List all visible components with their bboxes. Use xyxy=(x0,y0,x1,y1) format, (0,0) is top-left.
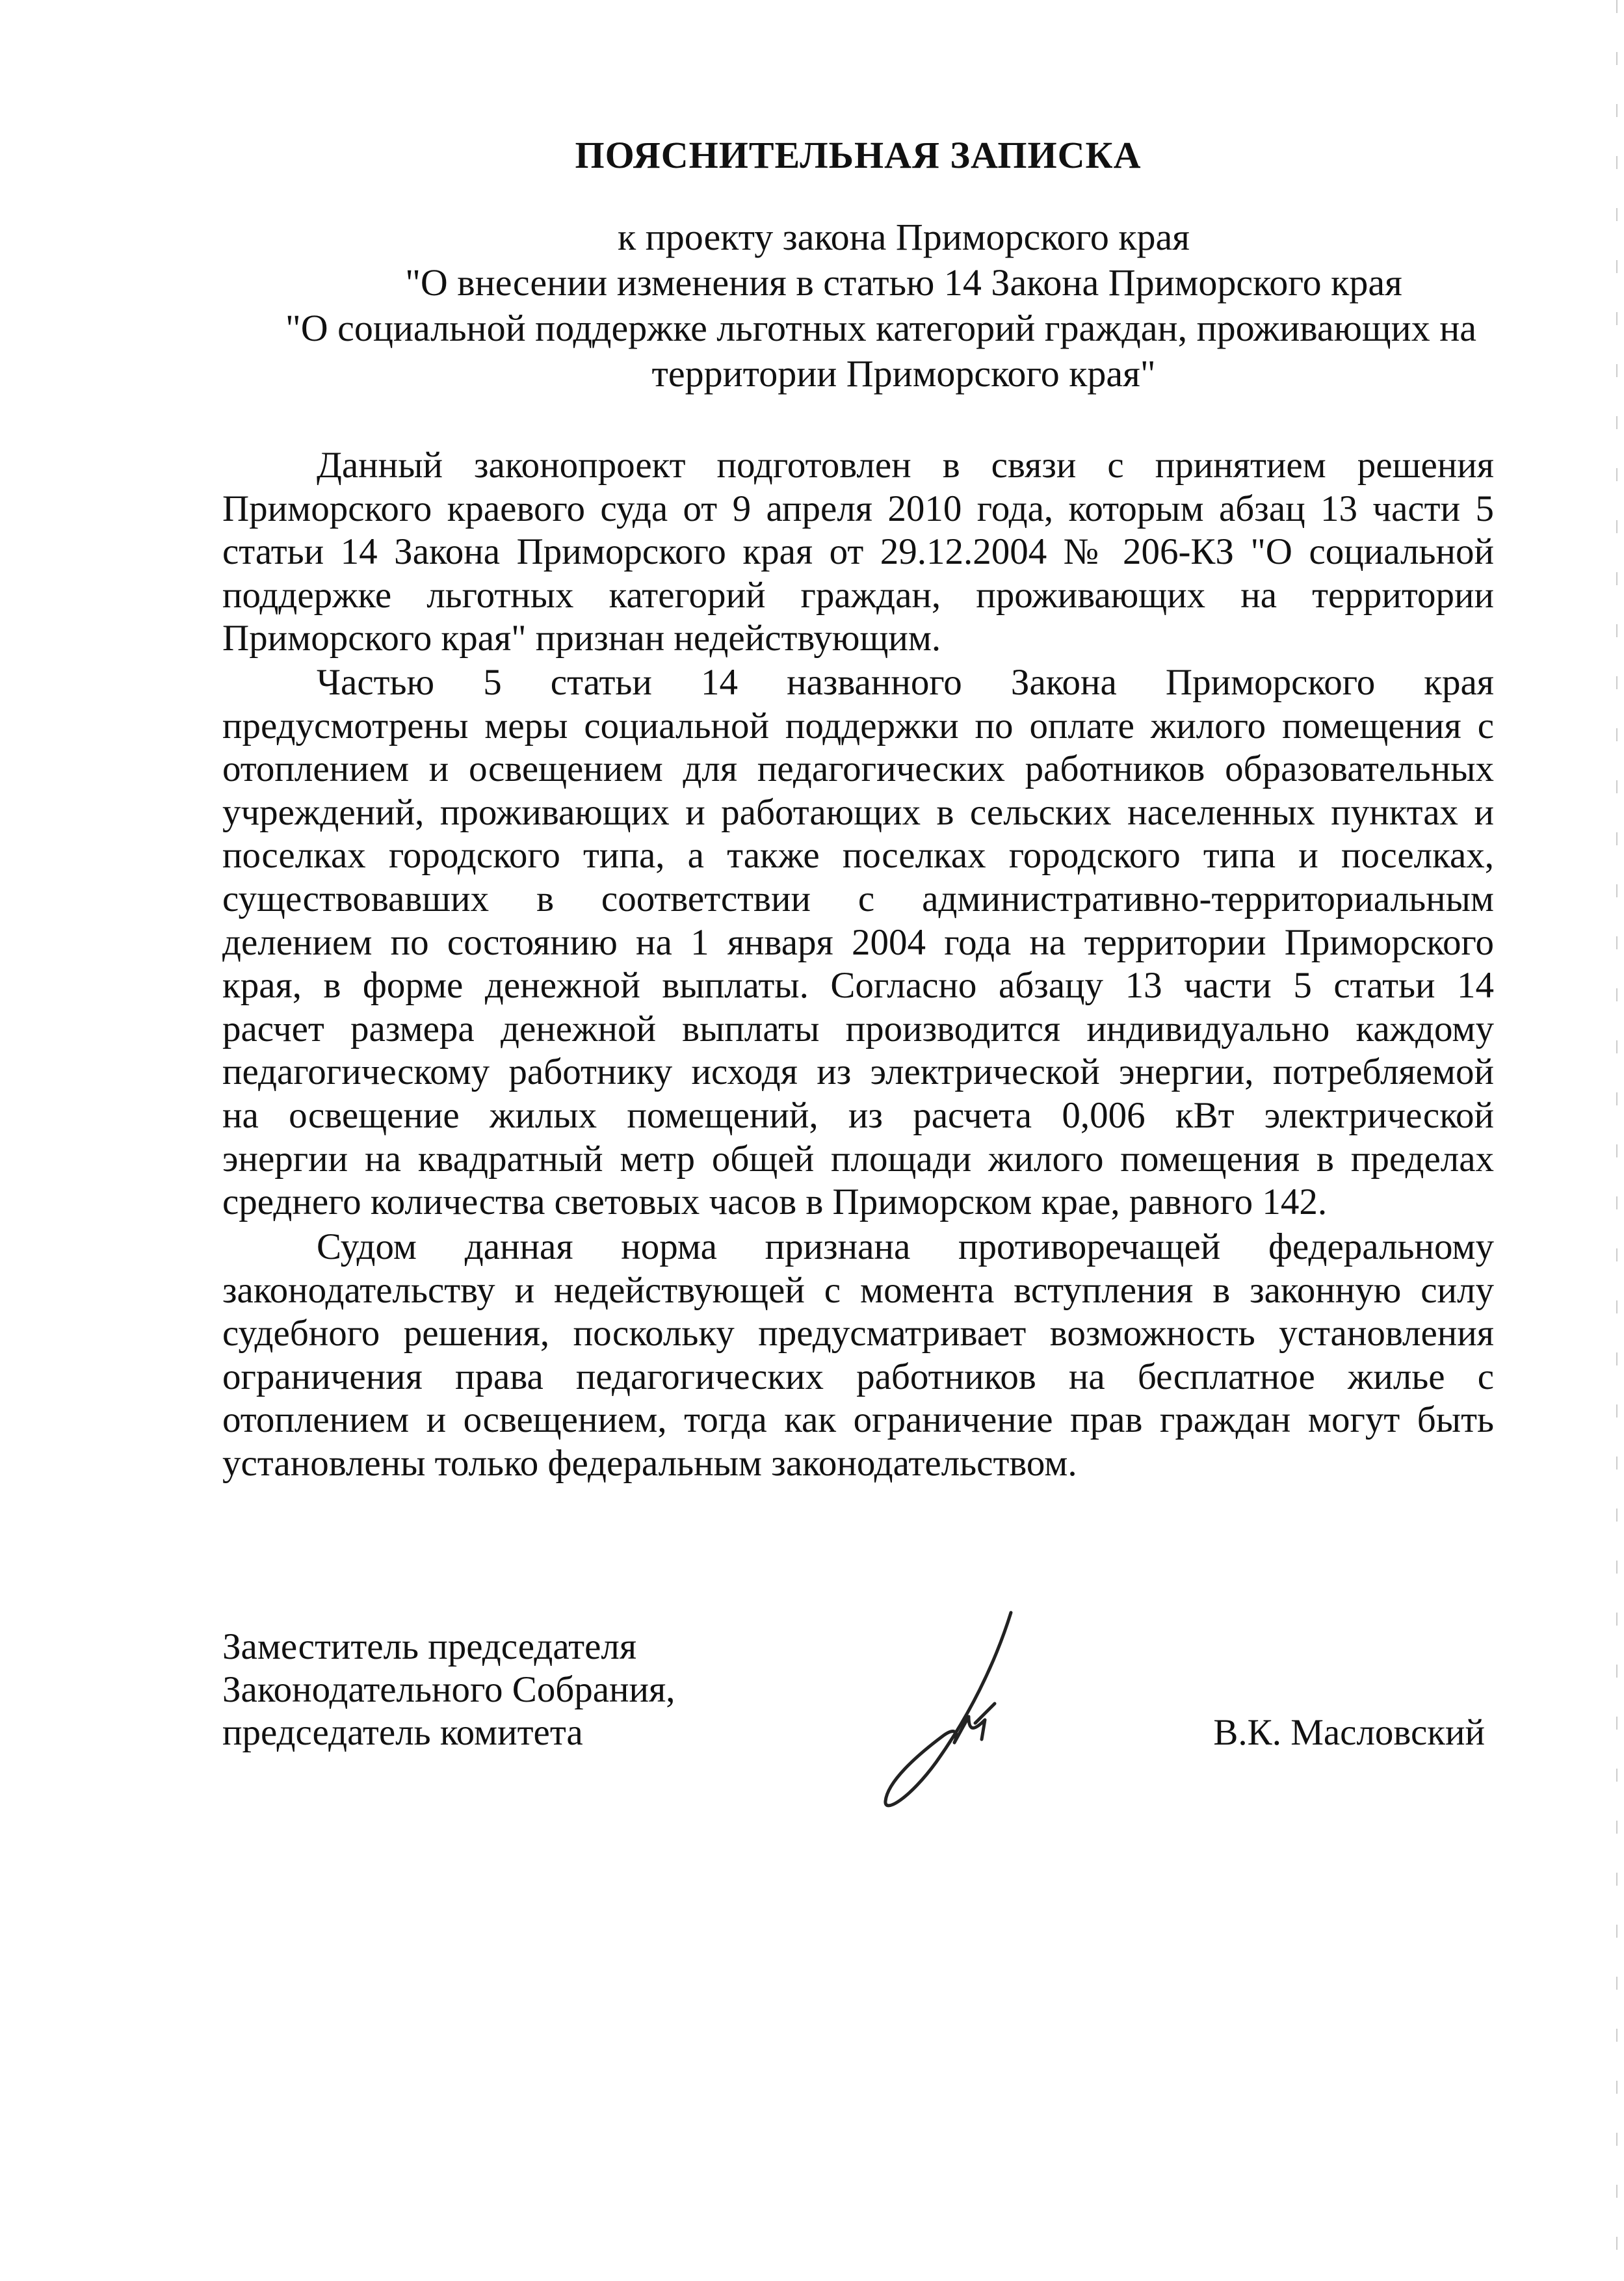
subtitle-line: "О социальной поддержке льготных категорий граждан, проживающих на xyxy=(285,307,1476,349)
text-line: Частью 5 статьи 14 названного Закона Приморского края xyxy=(317,662,1494,703)
text-line: расчет размера денежной выплаты производится индивидуально каждому xyxy=(222,1008,1494,1049)
subtitle-line: "О внесении изменения в статью 14 Закона Приморского края xyxy=(405,261,1402,304)
paragraph-1 xyxy=(222,444,1494,661)
signatory-position xyxy=(222,1626,675,1754)
text-line: статьи 14 Закона Приморского края от 29.12.2004 № 206-КЗ "О социальной xyxy=(222,531,1494,573)
text-line: учреждений, проживающих и работающих в сельских населенных пунктах и xyxy=(222,791,1494,833)
text-line: судебного решения, поскольку предусматривает возможность установления xyxy=(222,1313,1494,1354)
text-line: поселках городского типа, а также поселках городского типа и поселках, xyxy=(222,835,1494,877)
document-subtitle xyxy=(222,215,1494,397)
text-line: предусмотрены меры социальной поддержки по оплате жилого помещения с xyxy=(222,705,1494,746)
document-title: ПОЯСНИТЕЛЬНАЯ ЗАПИСКА xyxy=(575,134,1142,176)
text-line: среднего количества световых часов в Приморском крае, равного 142. xyxy=(222,1181,1328,1223)
subtitle-line: территории Приморского края" xyxy=(651,352,1156,395)
position-line: Законодательного Собрания, xyxy=(222,1669,675,1710)
signatory-name: В.К. Масловский xyxy=(1213,1712,1485,1753)
text-line: отоплением и освещением для педагогических работников образовательных xyxy=(222,748,1494,790)
position-line: председатель комитета xyxy=(222,1712,583,1753)
text-line: Данный законопроект подготовлен в связи с принятием решения xyxy=(317,445,1494,486)
text-line: педагогическому работнику исходя из электрической энергии, потребляемой xyxy=(222,1051,1494,1093)
text-line: энергии на квадратный метр общей площади жилого помещения в пределах xyxy=(222,1138,1494,1180)
text-line: ограничения права педагогических работников на бесплатное жилье с xyxy=(222,1356,1494,1397)
text-line: края, в форме денежной выплаты. Согласно абзацу 13 части 5 статьи 14 xyxy=(222,965,1494,1007)
scan-edge-marks xyxy=(1615,0,1619,2281)
text-line: отоплением и освещением, тогда как ограничение прав граждан могут быть xyxy=(222,1399,1494,1441)
subtitle-line: к проекту закона Приморского края xyxy=(618,216,1190,258)
text-line: делением по состоянию на 1 января 2004 года на территории Приморского xyxy=(222,921,1494,963)
text-line: существовавших в соответствии с административно-территориальным xyxy=(222,878,1494,919)
text-line: на освещение жилых помещений, из расчета 0,006 кВт электрической xyxy=(222,1094,1494,1136)
text-line: законодательству и недействующей с момента вступления в законную силу xyxy=(222,1269,1494,1311)
text-line: установлены только федеральным законодательством. xyxy=(222,1442,1077,1484)
position-line: Заместитель председателя xyxy=(222,1626,637,1667)
paragraph-3 xyxy=(222,1226,1494,1486)
text-line: поддержке льготных категорий граждан, проживающих на территории xyxy=(222,574,1494,616)
text-line: Судом данная норма признана противоречащей федеральному xyxy=(317,1226,1494,1267)
handwritten-signature xyxy=(871,1606,1040,1827)
text-line: Приморского края" признан недействующим. xyxy=(222,618,941,659)
text-line: Приморского краевого суда от 9 апреля 2010 года, которым абзац 13 части 5 xyxy=(222,488,1494,529)
paragraph-2 xyxy=(222,661,1494,1224)
